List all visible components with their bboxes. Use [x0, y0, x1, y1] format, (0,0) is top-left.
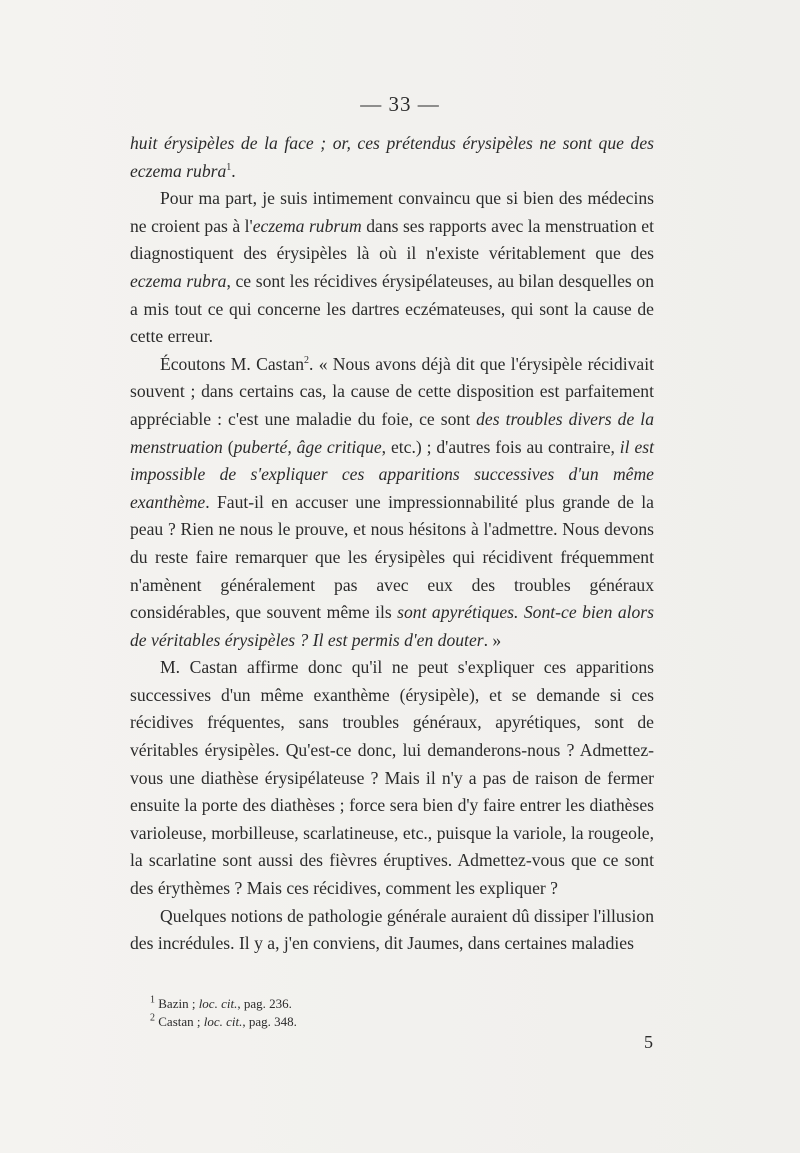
footnote-ref: 1: [226, 161, 232, 173]
text-run: Quelques notions de pathologie générale auraient dû dissiper l'illusion des incrédules. Il y a, j'en conviens, dit Jaumes, dans certaines maladies: [130, 905, 654, 954]
italic-text: loc. cit.: [203, 1014, 243, 1029]
text-run: , ce sont les récidives érysipélateuses, au bilan desquelles on a mis tout ce qui concerne les dartres eczémateuses, qui sont la cause de cette erreur.: [130, 270, 654, 347]
footnotes: [130, 995, 654, 1031]
body-text: [130, 130, 654, 958]
text-run: , etc.) ; d'autres fois au contraire,: [381, 436, 620, 457]
italic-text: il est impossible de s'expliquer ces apparitions successives d'un même exanthème: [130, 436, 654, 512]
italic-text: eczema rubrum: [252, 215, 362, 236]
italic-text: sont apyrétiques. Sont-ce bien alors de véritables érysipèles ? Il est permis d'en douter: [130, 602, 654, 650]
printer-signature: 5: [644, 1032, 653, 1052]
footnote-ref: 1: [150, 994, 155, 1006]
page-number: — 33 —: [360, 92, 440, 116]
text-run: . « Nous avons déjà dit que l'érysipèle récidivait souvent ; dans certains cas, la cause de cette disposition est parfaitement appréciable : c'est une maladie du foie, ce sont: [130, 353, 654, 429]
paragraph: [130, 351, 654, 655]
footnote: [130, 995, 654, 1013]
text-run: Castan ;: [155, 1014, 204, 1029]
italic-text: huit érysipèles de la face ; or, ces prétendus érysipèles ne sont que des eczema rubra: [130, 133, 654, 181]
paragraph: [130, 903, 654, 958]
italic-text: loc. cit.: [198, 996, 238, 1011]
text-run: (: [222, 436, 234, 457]
text-run: M. Castan affirme donc qu'il ne peut s'expliquer ces apparitions successives d'un même exanthème (érysipèle), et se demande si ces récidives fréquentes, sans troubles généraux, apyrétiques, sont de véritables érysipèles. Qu'est-ce donc, lui demanderons-nous ? Admettez-vous une diathèse érysipélateuse ? Mais il n'y a pas de raison de fermer ensuite la porte des diathèses ; force sera bien d'y faire entrer les diathèses varioleuse, morbilleuse, scarlatineuse, etc., puisque la variole, la rougeole, la scarlatine sont aussi des fièvres éruptives. Admettez-vous que ce sont des érythèmes ? Mais ces récidives, comment les expliquer ?: [130, 657, 654, 899]
paragraph: [130, 185, 654, 351]
text-run: . Faut-il en accuser une impressionnabilité plus grande de la peau ? Rien ne nous le prouve, et nous hésitons à l'admettre. Nous devons du reste faire remarquer que les érysipèles qui récidivent fréquemment n'amènent généralement pas avec eux des troubles généraux considérables, que souvent même ils: [130, 491, 654, 623]
text-run: dans ses rapports avec la menstruation et diagnostiquent des érysipèles là où il n'existe véritablement que des: [130, 215, 654, 264]
text-run: , pag. 236.: [237, 996, 292, 1011]
footnote: [130, 1013, 654, 1031]
paragraph: [130, 654, 654, 902]
paragraph: [130, 130, 654, 185]
italic-text: eczema rubra: [130, 270, 227, 291]
text-run: .: [231, 160, 236, 181]
footnote-ref: 2: [304, 354, 309, 366]
italic-text: des troubles divers de la menstruation: [130, 408, 654, 457]
text-run: Bazin ;: [155, 996, 199, 1011]
italic-text: puberté, âge critique: [233, 436, 382, 457]
text-run: Écoutons M. Castan: [160, 353, 304, 374]
text-run: . »: [483, 629, 502, 650]
footnote-ref: 2: [150, 1012, 155, 1024]
text-run: , pag. 348.: [242, 1014, 297, 1029]
text-run: Pour ma part, je suis intimement convaincu que si bien des médecins ne croient pas à l': [130, 188, 654, 236]
